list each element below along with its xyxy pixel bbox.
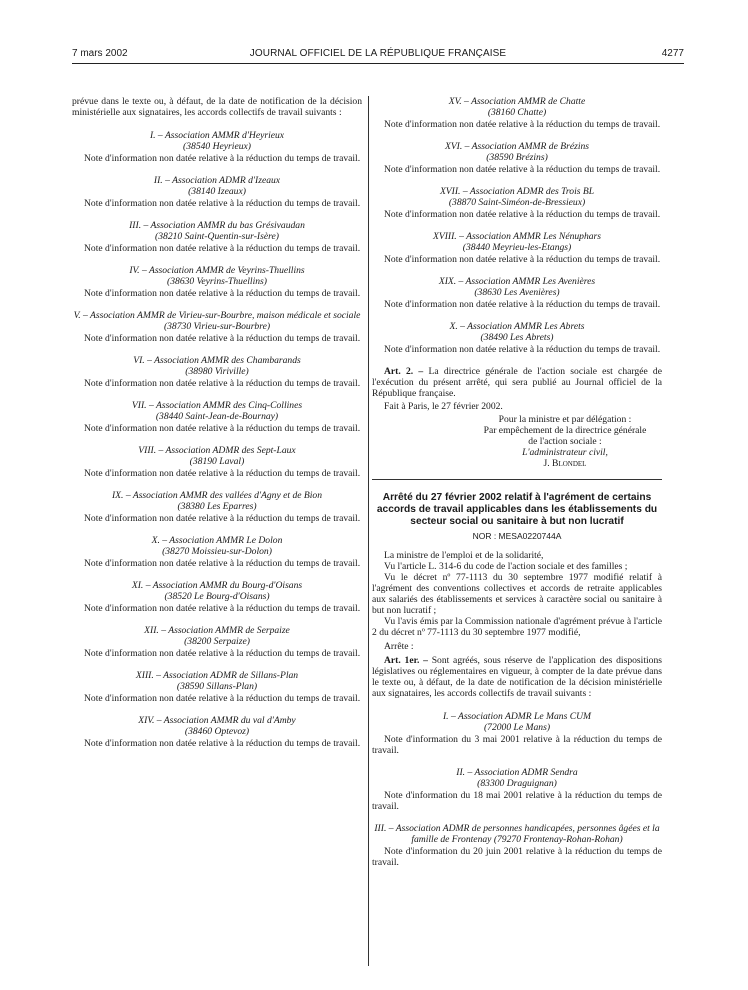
association-name: I. – Association ADMR Le Mans CUM [442, 711, 592, 722]
preamble-line: La ministre de l'emploi et de la solidarité, [384, 550, 544, 561]
agreement-entry [372, 231, 662, 265]
article-2 [372, 366, 662, 399]
association-heading [372, 767, 662, 789]
association-name: XVI. – Association AMMR de Brézins [444, 141, 590, 152]
association-address: (83300 Draguignan) [477, 778, 557, 789]
note-information: Note d'information non datée relative à la réduction du temps de travail. [84, 738, 361, 749]
agreement-entry [72, 400, 362, 434]
note-information: Note d'information du 20 juin 2001 relative à la réduction du temps de travail. [372, 846, 662, 868]
association-heading [72, 310, 362, 332]
page-header [72, 48, 684, 62]
sign-line: Pour la ministre et par délégation : [498, 414, 632, 425]
arrete-word: Arrête : [384, 641, 414, 652]
note-information: Note d'information non datée relative à la réduction du temps de travail. [384, 164, 661, 175]
note-information: Note d'information non datée relative à la réduction du temps de travail. [84, 648, 361, 659]
association-name: IV. – Association AMMR de Veyrins-Thuellins [129, 265, 305, 276]
association-name: VI. – Association AMMR des Chambarands [133, 355, 301, 366]
note-information: Note d'information non datée relative à la réduction du temps de travail. [84, 423, 361, 434]
association-heading [72, 625, 362, 647]
sign-line: Par empêchement de la directrice générale [483, 425, 647, 436]
preamble-line: Vu le décret nº 77-1113 du 30 septembre 1977 modifié relatif à l'agrément des conventions collectives et accords de retraite applicables aux salariés des établissements et services à caractère social ou sanitaire à but non lucratif ; [372, 572, 662, 616]
sign-line: L'administrateur civil, [522, 447, 608, 458]
association-heading [372, 321, 662, 343]
left-intro: prévue dans le texte ou, à défaut, de la date de notification de la décision ministérielle aux signataires, les accords collectifs de travail suivants : [72, 96, 362, 118]
association-heading [372, 276, 662, 298]
association-address: (72000 Le Mans) [483, 722, 551, 733]
right-column [372, 96, 662, 879]
association-name: XIII. – Association ADMR de Sillans-Plan [135, 670, 299, 681]
article-1-text: Sont agréés, sous réserve de l'application des dispositions législatives ou réglementaires en vigueur, à compter de la date prévue dans le texte ou, à défaut, de la date de notification de la décision ministérielle aux signataires, les accords collectifs de travail suivants : [372, 655, 662, 699]
association-address: (38630 Les Avenières) [474, 287, 560, 298]
association-heading [72, 535, 362, 557]
association-name: V. – Association AMMR de Virieu-sur-Bourbre, maison médicale et sociale (38730 Virieu-sur-Bourbre) [73, 310, 361, 332]
column-divider [368, 96, 369, 966]
note-information: Note d'information du 18 mai 2001 relative à la réduction du temps de travail. [372, 790, 662, 812]
association-address: (38490 Les Abrets) [480, 332, 554, 343]
preamble-line: Vu l'article L. 314-6 du code de l'action sociale et des familles ; [384, 561, 628, 572]
agreement-entry [72, 175, 362, 209]
note-information: Note d'information non datée relative à la réduction du temps de travail. [84, 603, 361, 614]
association-heading [372, 711, 662, 733]
agreement-entry [372, 711, 662, 756]
association-name: XIX. – Association AMMR Les Avenières [438, 276, 596, 287]
association-heading [372, 186, 662, 208]
association-address: (38540 Heyrieux) [183, 141, 251, 152]
header-rule [72, 63, 684, 64]
association-name: X. – Association AMMR Le Dolon [151, 535, 283, 546]
association-heading [372, 231, 662, 253]
signature-block [468, 414, 662, 469]
agreement-entry [72, 580, 362, 614]
association-heading [72, 130, 362, 152]
note-information: Note d'information non datée relative à la réduction du temps de travail. [84, 558, 361, 569]
association-heading [72, 220, 362, 242]
agreement-entry [372, 186, 662, 220]
right-entries [372, 96, 662, 355]
association-heading [72, 355, 362, 377]
agreement-entry [72, 355, 362, 389]
note-information: Note d'information non datée relative à la réduction du temps de travail. [84, 288, 361, 299]
association-address: (38380 Les Eparres) [177, 501, 257, 512]
association-name: XV. – Association AMMR de Chatte [448, 96, 586, 107]
association-name: XIV. – Association AMMR du val d'Amby [138, 715, 296, 726]
header-date: 7 mars 2002 [72, 48, 128, 59]
agreement-entry [72, 130, 362, 164]
association-name: XVIII. – Association AMMR Les Nénuphars [432, 231, 602, 242]
association-address: (38590 Brézins) [486, 152, 548, 163]
association-heading [372, 96, 662, 118]
association-address: (38980 Viriville) [185, 366, 249, 377]
agreement-entry [372, 767, 662, 812]
agreement-entry [372, 276, 662, 310]
article-1-label: Art. 1er. – [384, 655, 428, 666]
association-address: (38630 Veyrins-Thuellins) [167, 276, 267, 287]
association-heading [72, 445, 362, 467]
association-name: XI. – Association AMMR du Bourg-d'Oisans [131, 580, 303, 591]
article-2-text: La directrice générale de l'action sociale est chargée de l'exécution du présent arrêté, qui sera publié au Journal officiel de la République française. [372, 366, 662, 399]
note-information: Note d'information non datée relative à la réduction du temps de travail. [384, 344, 661, 355]
association-name: II. – Association ADMR d'Izeaux [153, 175, 281, 186]
association-name: XII. – Association AMMR de Serpaize [144, 625, 290, 636]
fait-a-paris: Fait à Paris, le 27 février 2002. [384, 401, 503, 412]
agreement-entry [72, 310, 362, 344]
note-information: Note d'information du 3 mai 2001 relative à la réduction du temps de travail. [372, 734, 662, 756]
association-name: II. – Association ADMR Sendra [456, 767, 578, 778]
agreement-entry [372, 141, 662, 175]
note-information: Note d'information non datée relative à la réduction du temps de travail. [384, 254, 661, 265]
association-address: (38190 Laval) [189, 456, 245, 467]
association-heading [72, 265, 362, 287]
note-information: Note d'information non datée relative à la réduction du temps de travail. [384, 209, 661, 220]
note-information: Note d'information non datée relative à la réduction du temps de travail. [84, 513, 361, 524]
right-entries-agreed [372, 711, 662, 868]
article-1 [372, 655, 662, 699]
signatory-name: J. Blondel [543, 458, 587, 469]
association-address: (38590 Sillans-Plan) [176, 681, 258, 692]
association-address: (38200 Serpaize) [184, 636, 250, 647]
agreement-entry [72, 490, 362, 524]
agreement-entry [372, 321, 662, 355]
agreement-entry [72, 265, 362, 299]
arrete-title: Arrêté du 27 février 2002 relatif à l'agrément de certains accords de travail applicables dans les établissements du secteur social ou sanitaire à but non lucratif [376, 492, 658, 527]
note-information: Note d'information non datée relative à la réduction du temps de travail. [384, 299, 661, 310]
association-heading [372, 823, 662, 845]
left-entries [72, 130, 362, 749]
nor-reference: NOR : MESA0220744A [472, 531, 562, 541]
association-name: I. – Association AMMR d'Heyrieux [149, 130, 285, 141]
association-heading [72, 580, 362, 602]
header-page-number: 4277 [661, 48, 684, 59]
association-name: VII. – Association AMMR des Cinq-Collines [131, 400, 303, 411]
sign-line: de l'action sociale : [528, 436, 602, 447]
association-address: (38520 Le Bourg-d'Oisans) [164, 591, 270, 602]
agreement-entry [372, 96, 662, 130]
association-name: VIII. – Association ADMR des Sept-Laux [138, 445, 296, 456]
association-address: (38440 Meyrieu-les-Etangs) [462, 242, 572, 253]
association-name: X. – Association AMMR Les Abrets [449, 321, 585, 332]
note-information: Note d'information non datée relative à la réduction du temps de travail. [84, 153, 361, 164]
association-address: (38870 Saint-Siméon-de-Bressieux) [448, 197, 586, 208]
note-information: Note d'information non datée relative à la réduction du temps de travail. [84, 333, 361, 344]
note-information: Note d'information non datée relative à la réduction du temps de travail. [384, 119, 661, 130]
agreement-entry [72, 715, 362, 749]
agreement-entry [72, 625, 362, 659]
association-heading [72, 715, 362, 737]
association-address: (38210 Saint-Quentin-sur-Isère) [155, 231, 279, 242]
association-address: (38270 Moissieu-sur-Dolon) [162, 546, 272, 557]
note-information: Note d'information non datée relative à la réduction du temps de travail. [84, 693, 361, 704]
agreement-entry [72, 535, 362, 569]
association-address: (38460 Optevoz) [184, 726, 250, 737]
association-address: (38160 Chatte) [487, 107, 547, 118]
association-name: XVII. – Association ADMR des Trois BL [439, 186, 595, 197]
agreement-entry [72, 220, 362, 254]
note-information: Note d'information non datée relative à la réduction du temps de travail. [84, 198, 361, 209]
association-heading [72, 490, 362, 512]
association-name: III. – Association ADMR de personnes handicapées, personnes âgées et la famille de Frontenay (79270 Frontenay-Rohan-Rohan) [374, 823, 660, 845]
association-name: IX. – Association AMMR des vallées d'Agny et de Bion [111, 490, 323, 501]
note-information: Note d'information non datée relative à la réduction du temps de travail. [84, 243, 361, 254]
association-heading [72, 400, 362, 422]
header-journal-title: JOURNAL OFFICIEL DE LA RÉPUBLIQUE FRANÇAISE [249, 48, 507, 59]
association-heading [72, 175, 362, 197]
left-column [72, 96, 362, 760]
agreement-entry [372, 823, 662, 868]
article-2-label: Art. 2. – [384, 366, 424, 377]
section-separator [372, 479, 662, 480]
agreement-entry [72, 445, 362, 479]
preamble-line: Vu l'avis émis par la Commission nationale d'agrément prévue à l'article 2 du décret nº 77-1113 du 30 septembre 1977 modifié, [372, 616, 662, 638]
association-address: (38140 Izeaux) [188, 186, 246, 197]
association-heading [372, 141, 662, 163]
association-address: (38440 Saint-Jean-de-Bournay) [155, 411, 279, 422]
association-heading [72, 670, 362, 692]
association-name: III. – Association AMMR du bas Grésivaudan [129, 220, 305, 231]
note-information: Note d'information non datée relative à la réduction du temps de travail. [84, 468, 361, 479]
note-information: Note d'information non datée relative à la réduction du temps de travail. [84, 378, 361, 389]
agreement-entry [72, 670, 362, 704]
